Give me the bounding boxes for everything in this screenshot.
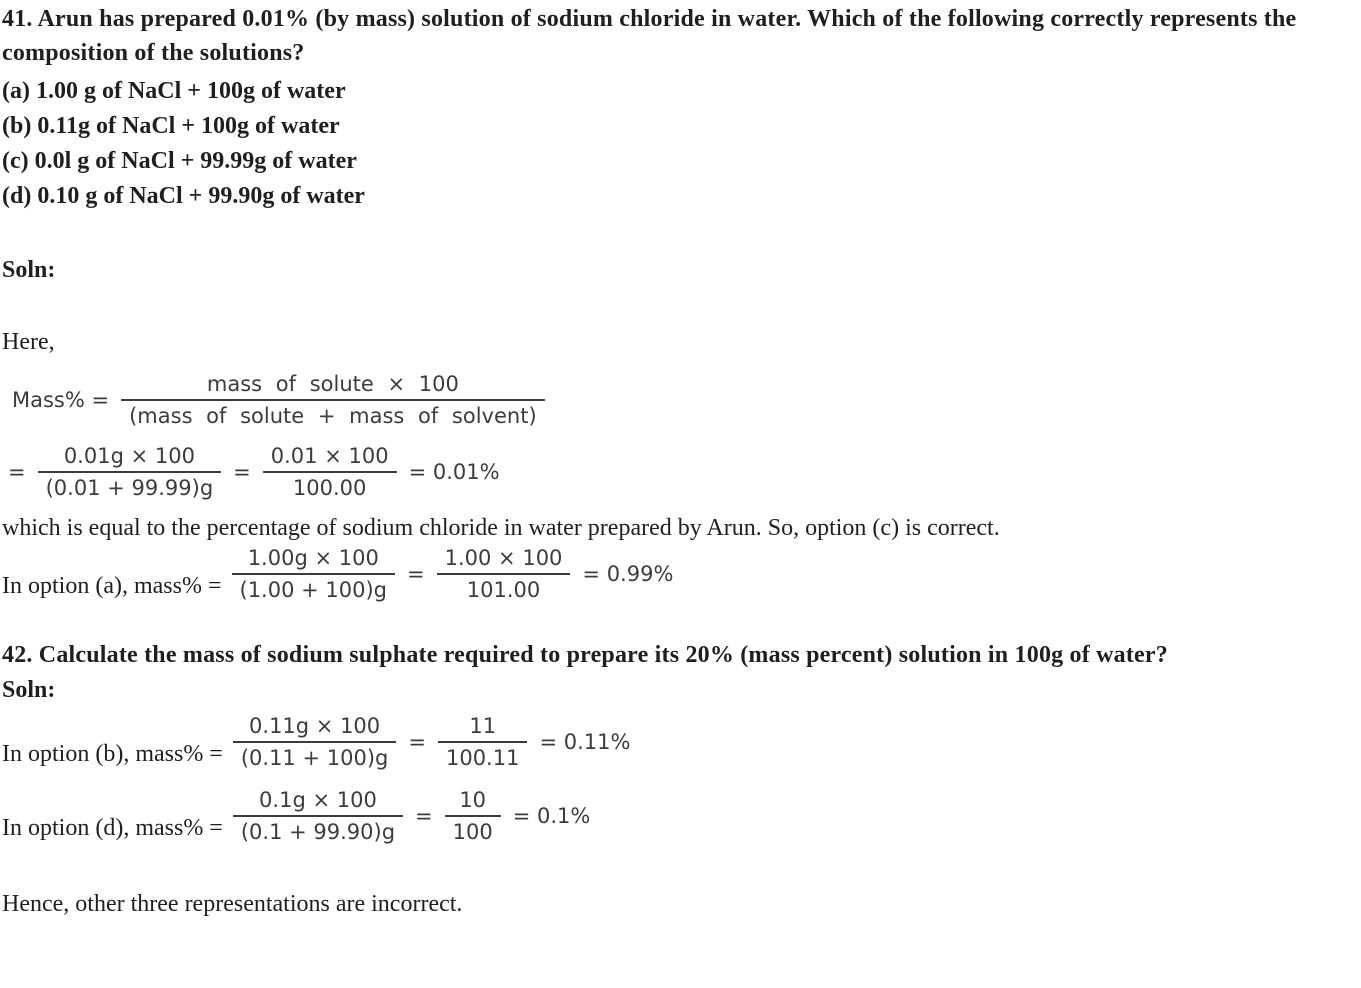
option-d-fraction-1-numerator: 0.1g × 100: [233, 788, 403, 817]
option-a-fraction-1: [232, 546, 396, 602]
footer-conclusion-text: Hence, other three representations are incorrect.: [2, 891, 463, 917]
option-d-fraction-1-denominator: (0.1 + 99.90)g: [240, 820, 396, 844]
option-a-fraction-1-denominator: (1.00 + 100)g: [239, 578, 388, 602]
option-b-fraction-2-denominator: 100.11: [445, 746, 520, 770]
calc-fraction-2-numerator: 0.01 × 100: [263, 444, 397, 473]
equals-sign: =: [408, 730, 426, 754]
option-b-fraction-1-denominator: (0.11 + 100)g: [240, 746, 389, 770]
option-b-fraction-2-numerator: 11: [438, 714, 527, 743]
option-d-fraction-2: [445, 788, 501, 844]
option-d-fraction-2-numerator: 10: [445, 788, 501, 817]
calc-fraction-1: [38, 444, 222, 500]
equals-sign: =: [407, 562, 425, 586]
option-b-fraction-2: [438, 714, 527, 770]
option-a-fraction-2: [437, 546, 571, 602]
option-d-fraction-2-denominator: 100: [452, 820, 493, 844]
equals-sign: =: [233, 460, 251, 484]
option-a-calculation: [2, 546, 1361, 602]
calc-fraction-2-denominator: 100.00: [292, 476, 367, 500]
option-c-text: (c) 0.0l g of NaCl + 99.99g of water: [2, 148, 357, 174]
option-a-text: (a) 1.00 g of NaCl + 100g of water: [2, 78, 346, 104]
option-d-lead-text: In option (d), mass% =: [2, 815, 223, 841]
solution-label-41: Soln:: [2, 257, 56, 283]
question-41-text: 41. Arun has prepared 0.01% (by mass) solution of sodium chloride in water. Which of the following correctly represents the composition of the solutions?: [2, 6, 1297, 66]
calc-fraction-1-numerator: 0.01g × 100: [38, 444, 222, 473]
option-b-fraction-1-numerator: 0.11g × 100: [233, 714, 397, 743]
option-b-calculation: [2, 714, 1361, 770]
here-label: Here,: [2, 329, 55, 355]
calc-fraction-2: [263, 444, 397, 500]
option-d-fraction-1: [233, 788, 403, 844]
option-a-fraction-2-numerator: 1.00 × 100: [437, 546, 571, 575]
conclusion-41-text: which is equal to the percentage of sodium chloride in water prepared by Arun. So, option (c) is correct.: [2, 515, 1000, 541]
calc-result: = 0.01%: [408, 460, 500, 484]
mass-percent-definition-formula: [6, 372, 1361, 428]
question-41-options: [2, 74, 1361, 214]
option-d-calculation: [2, 788, 1361, 844]
equals-sign: =: [8, 460, 26, 484]
option-b-lead-text: In option (b), mass% =: [2, 741, 223, 767]
formula-lhs: Mass% =: [12, 388, 110, 412]
definition-numerator: mass of solute × 100: [121, 372, 545, 401]
option-b-text: (b) 0.11g of NaCl + 100g of water: [2, 113, 340, 139]
definition-denominator: (mass of solute + mass of solvent): [129, 404, 537, 428]
option-a-result: = 0.99%: [582, 562, 674, 586]
calc-fraction-1-denominator: (0.01 + 99.99)g: [45, 476, 214, 500]
option-b-result: = 0.11%: [539, 730, 631, 754]
mass-percent-calculation-formula: [2, 444, 1361, 500]
question-42-text: 42. Calculate the mass of sodium sulphate required to prepare its 20% (mass percent) solution in 100g of water?: [2, 642, 1168, 668]
solution-label-42: Soln:: [2, 677, 56, 703]
option-a-fraction-2-denominator: 101.00: [466, 578, 541, 602]
definition-fraction: [121, 372, 545, 428]
option-b-fraction-1: [233, 714, 397, 770]
option-d-text: (d) 0.10 g of NaCl + 99.90g of water: [2, 183, 365, 209]
option-a-lead-text: In option (a), mass% =: [2, 573, 222, 599]
option-d-result: = 0.1%: [512, 804, 591, 828]
equals-sign: =: [415, 804, 433, 828]
option-a-fraction-1-numerator: 1.00g × 100: [232, 546, 396, 575]
